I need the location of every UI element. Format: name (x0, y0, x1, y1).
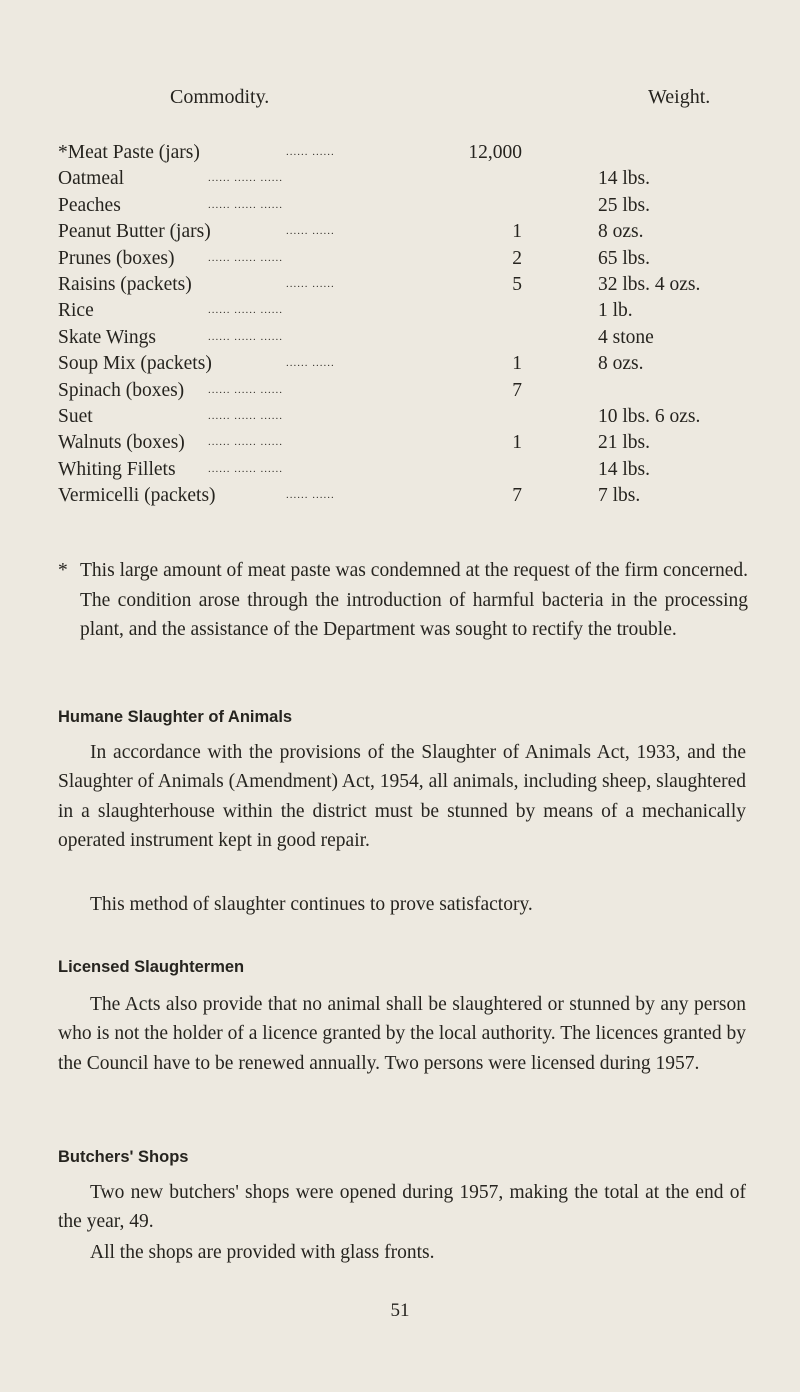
commodity-name: Soup Mix (packets) (58, 353, 212, 375)
paragraph-humane-slaughter: In accordance with the provisions of the Slaughter of Animals Act, 1933, and the Slaughter of Animals (Amendment) Act, 1954, all animals, including sheep, slaughtered in a slaughterhouse within the district must be stunned by means of a mechanically operated instrument kept in good repair. (58, 742, 746, 851)
commodity-weight: 4 stone (598, 326, 654, 348)
footnote (58, 556, 748, 645)
commodity-name: Vermicelli (packets) (58, 485, 216, 507)
commodity-weight: 10 lbs. 6 ozs. (598, 405, 701, 427)
footnote-marker: * (58, 560, 68, 581)
commodity-weight: 14 lbs. (598, 458, 651, 480)
commodity-count: 5 (512, 273, 522, 295)
table-row (58, 246, 778, 272)
commodity-count: 1 (512, 432, 522, 454)
commodity-weight: 25 lbs. (598, 194, 651, 216)
heading-licensed-slaughtermen: Licensed Slaughtermen (58, 958, 245, 976)
leader-dots: ...... ...... ...... (208, 172, 283, 185)
weight-column-header: Weight. (648, 86, 711, 108)
commodity-weight: 8 ozs. (598, 221, 644, 243)
commodity-name: Suet (58, 405, 93, 427)
commodity-weight: 21 lbs. (598, 432, 651, 454)
commodity-name: Rice (58, 300, 94, 322)
commodity-count: 1 (512, 353, 522, 375)
commodity-name: *Meat Paste (jars) (58, 142, 200, 163)
leader-dots: ...... ...... (286, 357, 335, 370)
paragraph-glass-fronts: All the shops are provided with glass fronts. (90, 1242, 435, 1263)
commodity-weight: 7 lbs. (598, 485, 641, 507)
paragraph-butchers-shops: Two new butchers' shops were opened during 1957, making the total at the end of the year, 49. (58, 1182, 746, 1233)
leader-dots: ...... ...... ...... (208, 462, 283, 475)
leader-dots: ...... ...... ...... (208, 330, 283, 343)
leader-dots: ...... ...... ...... (208, 304, 283, 317)
commodity-name: Spinach (boxes) (58, 379, 185, 401)
table-row (58, 219, 778, 245)
table-row (58, 193, 778, 219)
table-row (58, 483, 778, 509)
commodity-weight: 65 lbs. (598, 247, 651, 269)
table-row (58, 457, 778, 483)
commodity-name: Peanut Butter (jars) (58, 221, 211, 243)
leader-dots: ...... ...... (286, 277, 335, 290)
commodity-column-header: Commodity. (170, 86, 270, 108)
page-number: 51 (390, 1300, 410, 1321)
leader-dots: ...... ...... (286, 489, 335, 502)
leader-dots: ...... ...... ...... (208, 251, 283, 264)
leader-dots: ...... ...... (286, 225, 335, 238)
commodity-weight: 32 lbs. 4 ozs. (598, 273, 701, 295)
leader-dots: ...... ...... ...... (208, 198, 283, 211)
leader-dots: ...... ...... ...... (208, 383, 283, 396)
table-row (58, 298, 778, 324)
commodity-name: Raisins (packets) (58, 273, 192, 295)
table-row (58, 166, 778, 192)
commodity-weight: 8 ozs. (598, 353, 644, 375)
commodity-name: Prunes (boxes) (58, 247, 175, 269)
table-row (58, 378, 778, 404)
heading-butchers-shops: Butchers' Shops (58, 1148, 189, 1166)
commodity-name: Walnuts (boxes) (58, 432, 185, 454)
table-row (58, 430, 778, 456)
leader-dots: ...... ...... ...... (208, 409, 283, 422)
commodity-weight: 14 lbs. (598, 168, 651, 190)
leader-dots: ...... ...... ...... (208, 436, 283, 449)
footnote-text: This large amount of meat paste was condemned at the request of the firm concerned. The condition arose through the introduction of harmful bacteria in the processing plant, and the assistance of the Department was sought to rectify the trouble. (80, 560, 748, 640)
paragraph-licensed-slaughtermen: The Acts also provide that no animal shall be slaughtered or stunned by any person who is not the holder of a licence granted by the local authority. The licences granted by the Council have to be renewed annually. Two persons were licensed during 1957. (58, 994, 746, 1074)
commodity-name: Peaches (58, 194, 121, 216)
commodity-name: Skate Wings (58, 326, 156, 348)
commodity-count: 1 (512, 221, 522, 243)
commodity-weight: 1 lb. (598, 300, 633, 322)
heading-humane-slaughter: Humane Slaughter of Animals (58, 708, 293, 726)
leader-dots: ...... ...... (286, 146, 335, 158)
commodity-count: 7 (512, 485, 522, 507)
table-row (58, 404, 778, 430)
commodity-count: 2 (512, 247, 522, 269)
commodity-table (58, 140, 778, 509)
paragraph-humane-satisfactory: This method of slaughter continues to prove satisfactory. (90, 894, 533, 915)
commodity-count: 12,000 (468, 142, 522, 163)
table-row (58, 325, 778, 351)
commodity-name: Whiting Fillets (58, 458, 176, 480)
commodity-name: Oatmeal (58, 168, 125, 190)
table-row (58, 351, 778, 377)
commodity-count: 7 (512, 379, 522, 401)
table-row (58, 272, 778, 298)
table-row (58, 140, 778, 166)
